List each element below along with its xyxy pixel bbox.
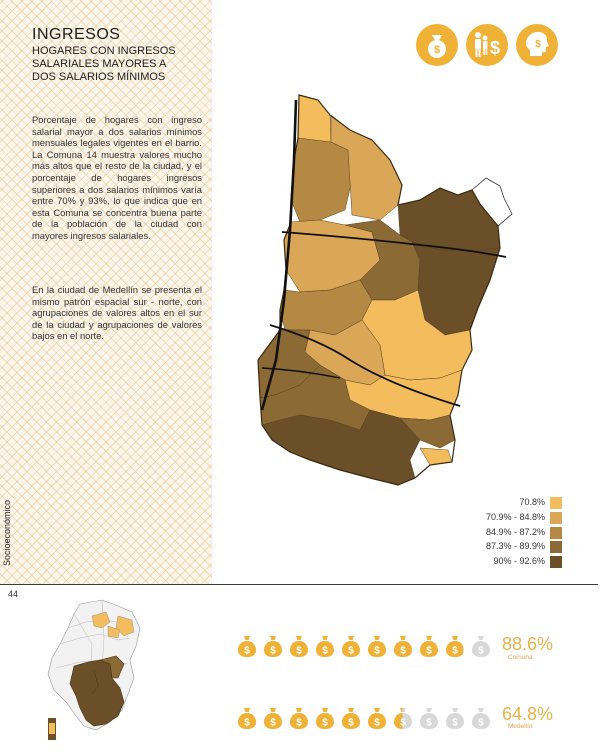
map-region: [284, 220, 380, 292]
map-road-line: [270, 325, 460, 406]
legend-item: [434, 541, 564, 554]
map-road-line: [262, 368, 340, 378]
money-bag-icon: [262, 706, 284, 730]
money-bag-icon: [416, 24, 458, 66]
legend-swatch: [550, 541, 562, 553]
map-region: [420, 448, 452, 465]
map-region: [260, 365, 370, 430]
money-bag-icon: [236, 706, 258, 730]
map-region: [280, 280, 372, 335]
map-region: [298, 95, 331, 142]
map-region: [398, 188, 500, 250]
legend-label: 70.9% - 84.8%: [485, 511, 545, 522]
svg-text:$: $: [426, 717, 432, 729]
subtitle-line: SALARIALES MAYORES A: [32, 58, 167, 70]
money-bag-icon: [366, 634, 388, 658]
svg-text:$: $: [348, 645, 354, 657]
svg-text:$: $: [426, 645, 432, 657]
svg-text:$: $: [478, 717, 484, 729]
people-dollar-icon: [466, 24, 508, 66]
money-bag-icon: [418, 706, 440, 730]
money-bag-icon: [444, 706, 466, 730]
svg-text:$: $: [452, 717, 458, 729]
legend-item: [434, 556, 564, 569]
money-bag-icon: [236, 634, 258, 658]
svg-text:$: $: [296, 645, 302, 657]
svg-text:$: $: [348, 717, 354, 729]
svg-text:$: $: [478, 645, 484, 657]
city-locator-map: [40, 598, 150, 746]
comuna-label: Comuna: [508, 654, 533, 661]
svg-text:$: $: [374, 645, 380, 657]
money-bag-icon: [470, 706, 492, 730]
map-region: [262, 410, 420, 485]
svg-text:$: $: [400, 717, 406, 729]
map-region: [412, 242, 500, 335]
svg-text:$: $: [244, 645, 250, 657]
legend-item: [434, 497, 564, 510]
map-road-line: [282, 232, 506, 257]
map-region-outside: [472, 178, 512, 226]
svg-text:$: $: [535, 39, 541, 50]
money-bag-icon: [470, 634, 492, 658]
money-bag-icon: [288, 634, 310, 658]
legend-item: [434, 527, 564, 540]
map-region: [362, 290, 472, 380]
legend-swatch: [550, 556, 562, 568]
map-region: [258, 330, 320, 398]
medellin-label: Medellín: [508, 723, 533, 730]
map-region: [305, 320, 385, 385]
money-bag-icon: [262, 634, 284, 658]
money-bag-icon: [314, 706, 336, 730]
legend-swatch: [550, 512, 562, 524]
map-region: [400, 415, 455, 448]
map-outline: [258, 95, 500, 485]
money-bag-icon: [392, 634, 414, 658]
body-paragraph-1: Porcentaje de hogares con ingreso salarial mayor a dos salarios mínimos mensuales legales vigentes en el barrio. La Comuna 14 muestra valores mucho más altos que el resto de la ciudad, y el porcentaje de hogares ingresos superiores a dos salarios mínimos varía entre 70% y 93%, lo que indica que en esta Comuna se concentra buena parte de la población de la ciudad con mayores ingresos salariales.: [32, 114, 202, 241]
legend-item: [434, 512, 564, 525]
legend-label: 84.9% - 87.2%: [485, 526, 545, 537]
body-paragraph-2: En la ciudad de Medellín se presenta el mismo patrón espacial sur - norte, con agrupaciones de valores altos en el sur de la ciudad y agrupaciones de valores bajos en el norte.: [32, 284, 202, 342]
money-bag-icon: [418, 634, 440, 658]
svg-text:$: $: [489, 38, 501, 58]
map-road-line: [262, 100, 296, 410]
money-bag-icon: [340, 634, 362, 658]
svg-text:$: $: [452, 645, 458, 657]
legend-swatch: [550, 497, 562, 509]
page-title: INGRESOS: [32, 26, 121, 43]
svg-text:$: $: [374, 717, 380, 729]
svg-text:$: $: [270, 717, 276, 729]
svg-text:$: $: [296, 717, 302, 729]
page-subtitle: [32, 45, 212, 84]
map-region: [345, 370, 462, 420]
money-bag-icon: [340, 706, 362, 730]
money-bag-icon: [444, 634, 466, 658]
map-legend: [434, 497, 564, 571]
medellin-percentage: 64.8%: [502, 704, 554, 724]
money-bag-icon: [392, 706, 414, 730]
head-profile-icon: [516, 24, 558, 66]
map-region: [291, 138, 352, 222]
subtitle-line: HOGARES CON INGRESOS: [32, 45, 176, 57]
money-bag-icon: [288, 706, 310, 730]
svg-text:$: $: [270, 645, 276, 657]
map-region: [331, 115, 402, 220]
legend-label: 87.3% - 89.9%: [485, 541, 545, 552]
money-bag-icon: [366, 706, 388, 730]
legend-label: 90% - 92.6%: [493, 556, 545, 567]
page-number: 44: [8, 589, 19, 599]
section-side-label: Socioeconómico: [2, 499, 12, 566]
subtitle-line: DOS SALARIOS MÍNIMOS: [32, 71, 166, 83]
footer-divider: [0, 584, 598, 585]
svg-text:$: $: [433, 44, 441, 56]
legend-swatch: [550, 527, 562, 539]
money-bag-icon: [314, 634, 336, 658]
map-region: [345, 220, 420, 300]
legend-label: 70.8%: [519, 497, 545, 507]
comuna-percentage: 88.6%: [502, 634, 554, 654]
svg-text:$: $: [322, 645, 328, 657]
svg-text:$: $: [400, 645, 406, 657]
svg-text:$: $: [244, 717, 250, 729]
svg-text:$: $: [322, 717, 328, 729]
